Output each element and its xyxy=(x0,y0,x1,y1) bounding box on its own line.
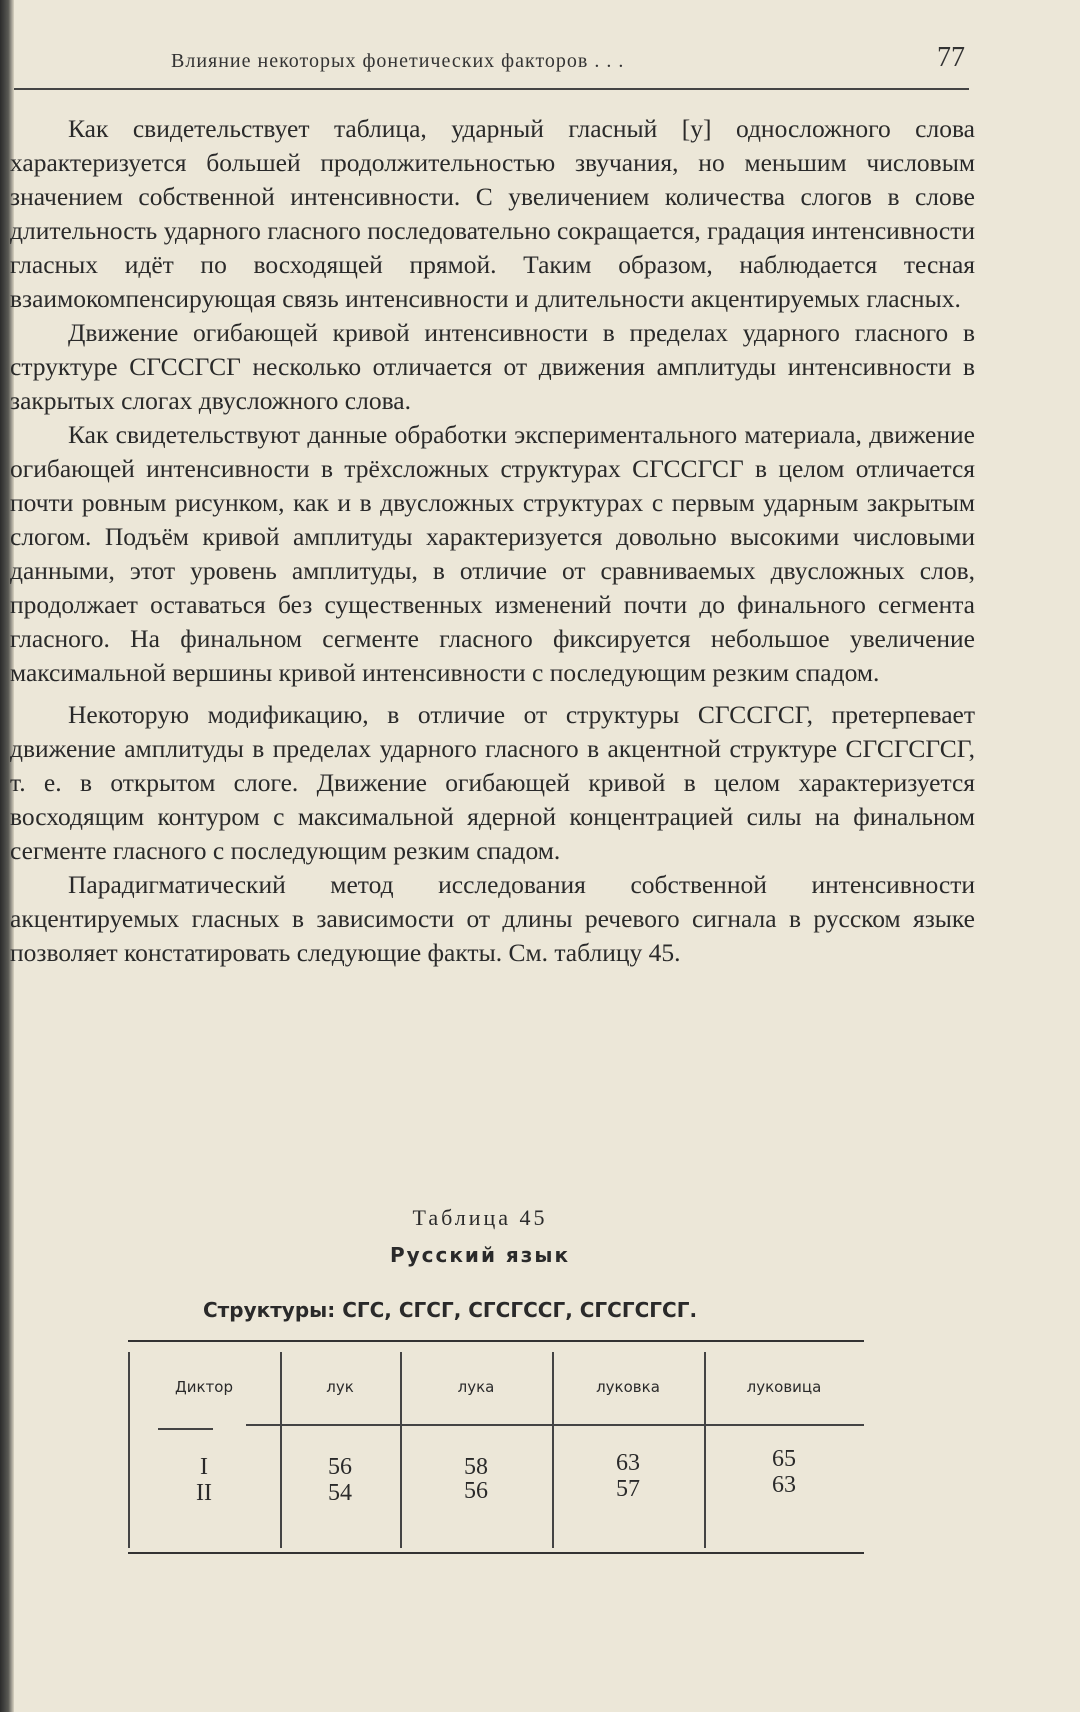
header-rule xyxy=(14,88,969,90)
paragraph-3: Как свидетельствуют данные обработки экспериментального материала, движение огибающей интенсивности в трёхсложных структурах СГССГСГ в целом отличается почти ровным рисунком, как и в двусложных структурах с первым ударным закрытым слогом. Подъём кривой амплитуды характеризуется довольно высокими числовыми данными, этот уровень амплитуды, в отличие от сравниваемых двусложных слов, продолжает оставаться без существенных изменений почти до финального сегмента гласного. На финальном сегменте гласного фиксируется небольшое увеличение максимальной вершины кривой интенсивности с последующим резким спадом. xyxy=(10,420,975,687)
column-header-lukovka: луковка xyxy=(596,1378,660,1396)
column-header-luka: лука xyxy=(457,1378,495,1396)
table-caption: Таблица 45 xyxy=(412,1205,548,1230)
table-cell: II xyxy=(196,1480,212,1506)
data-table xyxy=(128,1340,864,1554)
paragraph-4: Некоторую модификацию, в отличие от структуры СГССГСГ, претерпевает движение амплитуды в пределах ударного гласного в акцентной структуре СГСГСГСГ, т. е. в открытом слоге. Движение огибающей кривой в целом характеризуется восходящим контуром с максимальной ядерной концентрацией силы на финальном сегменте гласного с последующим резким спадом. xyxy=(10,700,975,865)
table-cell: 57 xyxy=(616,1476,640,1502)
header-separator xyxy=(246,1424,864,1426)
table-cell: 63 xyxy=(772,1472,796,1498)
column-header-lukovitsa: луковица xyxy=(746,1378,822,1396)
table-cell: 56 xyxy=(464,1478,488,1504)
paragraph-1: Как свидетельствует таблица, ударный гласный [у] односложного слова характеризуется большей продолжительностью звучания, но меньшим числовым значением собственной интенсивности. С увеличением количества слогов в слове длительность ударного гласного последовательно сокращается, градация интенсивности гласных идёт по восходящей прямой. Таким образом, наблюдается тесная взаимокомпенсирующая связь интенсивности и длительности акцентируемых гласных. xyxy=(10,114,975,313)
table-cell: 56 xyxy=(328,1454,352,1480)
table-structures: Структуры: СГС, СГСГ, СГСГССГ, СГСГСГСГ. xyxy=(203,1298,698,1322)
table-cell: 65 xyxy=(772,1446,796,1472)
running-title: Влияние некоторых фонетических факторов . . . xyxy=(171,50,625,72)
running-header xyxy=(165,42,965,86)
table-language: Русский язык xyxy=(389,1243,571,1267)
header-separator-short xyxy=(158,1428,213,1430)
body-text xyxy=(10,112,975,970)
table-cell: 63 xyxy=(616,1450,640,1476)
page-number: 77 xyxy=(937,42,965,73)
column-header-speaker: Диктор xyxy=(175,1378,233,1396)
table-cell: I xyxy=(200,1454,208,1480)
column-header-luk: лук xyxy=(326,1378,354,1396)
table-cell: 58 xyxy=(464,1454,488,1480)
paragraph-2: Движение огибающей кривой интенсивности в пределах ударного гласного в структуре СГССГСГ несколько отличается от движения амплитуды интенсивности в закрытых слогах двусложного слова. xyxy=(10,318,975,415)
table-cell: 54 xyxy=(328,1480,352,1506)
paragraph-5: Парадигматический метод исследования собственной интенсивности акцентируемых гласных в зависимости от длины речевого сигнала в русском языке позволяет констатировать следующие факты. См. таблицу 45. xyxy=(10,870,975,967)
